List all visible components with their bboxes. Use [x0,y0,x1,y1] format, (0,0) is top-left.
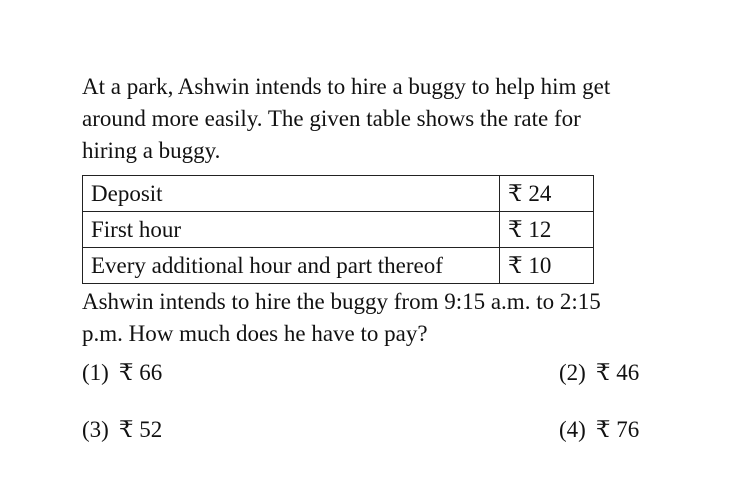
rate-table [82,175,594,284]
option-3[interactable] [82,417,162,443]
option-value: ₹ 76 [595,417,640,442]
option-value: ₹ 46 [595,360,640,385]
rate-price-deposit: ₹ 24 [500,176,594,212]
option-4[interactable] [559,417,639,443]
question-ask: Ashwin intends to hire the buggy from 9:15 a.m. to 2:15 p.m. How much does he have to pay? [82,289,601,346]
rate-item-first-hour: First hour [83,212,500,248]
table-row [83,212,594,248]
rate-item-additional-hour: Every additional hour and part thereof [83,248,500,284]
option-number: (1) [82,360,109,385]
option-value: ₹ 52 [118,417,163,442]
rate-price-first-hour: ₹ 12 [500,212,594,248]
question-intro: At a park, Ashwin intends to hire a buggy to help him get around more easily. The given table shows the rate for hiring a buggy. [82,74,611,163]
option-2[interactable] [559,360,639,386]
option-number: (2) [559,360,586,385]
option-number: (3) [82,417,109,442]
table-row [83,176,594,212]
question-block [82,71,622,350]
option-value: ₹ 66 [118,360,163,385]
option-number: (4) [559,417,586,442]
table-row [83,248,594,284]
rate-price-additional-hour: ₹ 10 [500,248,594,284]
rate-item-deposit: Deposit [83,176,500,212]
option-1[interactable] [82,360,162,386]
